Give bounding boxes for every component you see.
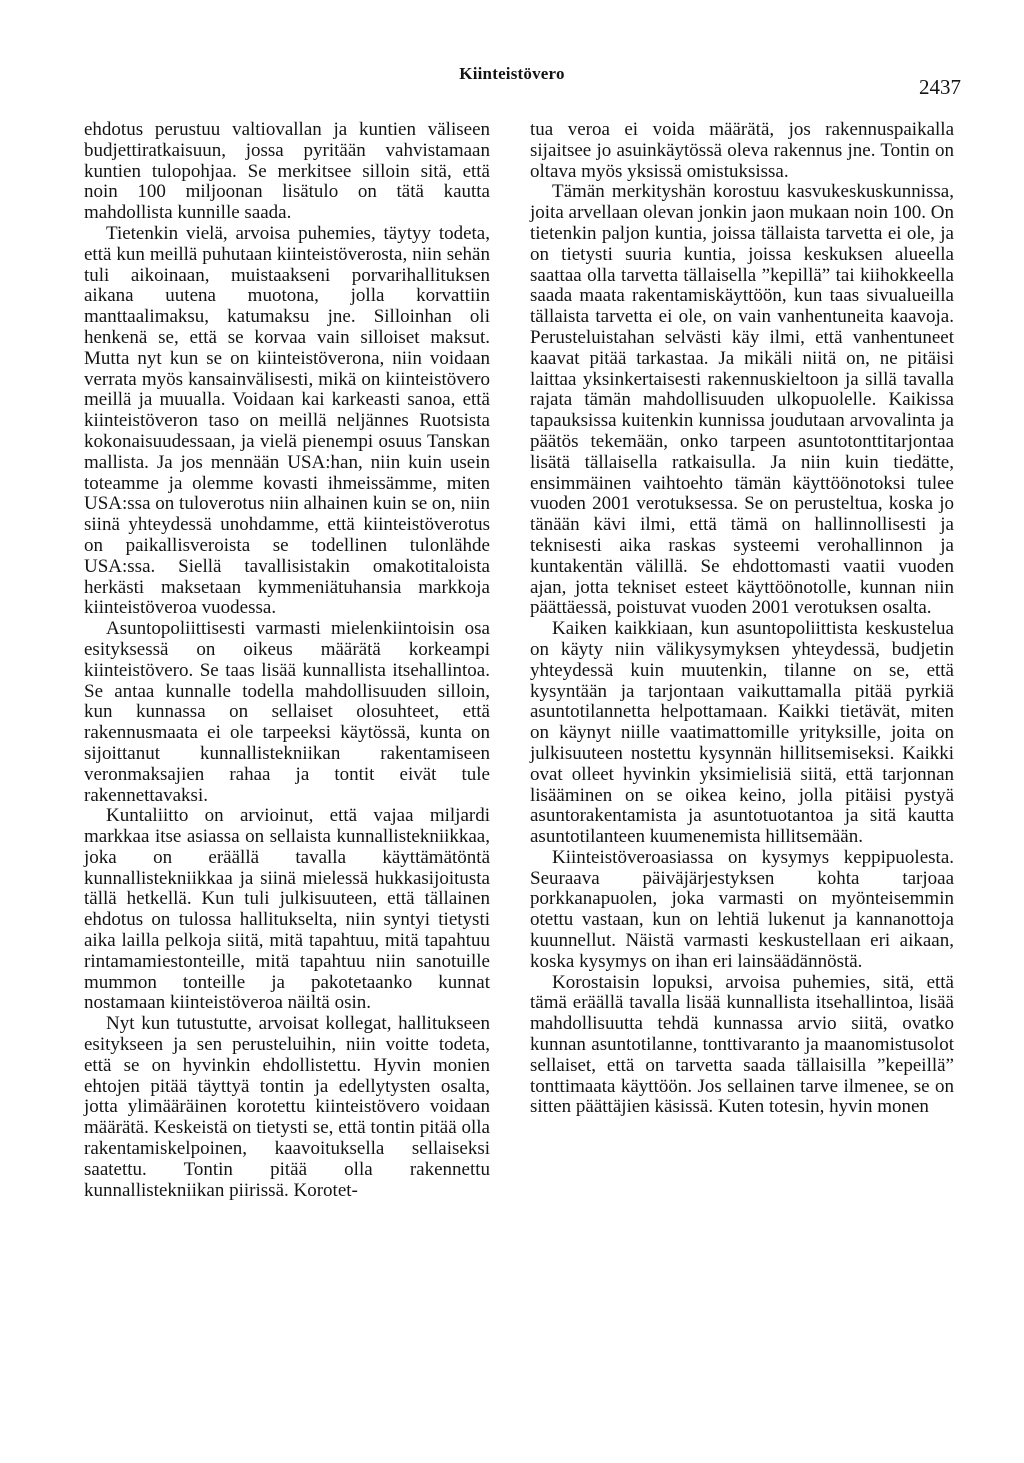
paragraph: tua veroa ei voida määrätä, jos rakennuspaikalla sijaitsee jo asuinkäytössä oleva rakennus jne. Tontin on oltava myös yksissä omistuksissa. (530, 119, 954, 182)
paragraph: Kaiken kaikkiaan, kun asuntopoliittista keskustelua on käyty niin välikysymyksen yhteydessä, budjetin yhteydessä kuin muutenkin, tilanne on se, että kysyntään ja tarjontaan vaikuttamalla pitää pyrkiä asuntotilannetta helpottamaan. Kaikki tietävät, miten on käynyt niille vaatimattomille yrityksille, joita on julkisuuteen nostettu kysynnän hillitsemiseksi. Kaikki ovat olleet hyvinkin yksimielisiä siitä, että tarjonnan lisääminen on se oikea keino, jolla pitäisi pystyä asuntorakentamista ja asuntotuotantoa ja sitä kautta asuntotilanteen kuumenemista hillitsemään. (530, 618, 954, 848)
paragraph: Tietenkin vielä, arvoisa puhemies, täytyy todeta, että kun meillä puhutaan kiinteistöverosta, niin sehän tuli aikoinaan, muistaakseni porvarihallituksen aikana uutena muotona, jolla korvattiin manttaalimaksu, katumaksu jne. Silloinhan oli henkenä se, että se korvaa vain silloiset maksut. Mutta nyt kun se on kiinteistöverona, niin voidaan verrata myös kansainvälisesti, mikä on kiinteistövero meillä ja muualla. Voidaan kai karkeasti sanoa, että kiinteistöveron taso on meillä neljännes Ruotsista kokonaisuudessaan, ja vielä pienempi osuus Tanskan mallista. Ja jos mennään USA:han, niin kuin usein toteamme ja olemme kovasti ihmeissämme, miten USA:ssa on tuloverotus niin alhainen kuin se on, niin siinä yhteydessä unohdamme, että kiinteistöverotus on paikallisveroista se todellinen tulonlähde USA:ssa. Siellä tavallisistakin omakotitaloista herkästi maksetaan kymmeniätuhansia markkoja kiinteistöveroa vuodessa. (84, 222, 490, 619)
paragraph: Kiinteistöveroasiassa on kysymys keppipuolesta. Seuraava päiväjärjestyksen kohta tarjoaa porkkanapuolen, joka varmasti on myönteisemmin otettu vastaan, kun on lehtiä lukenut ja kannanottoja kuunnellut. Näistä varmasti keskustellaan eri aikaan, koska kysymys on ihan eri lainsäädännöstä. (530, 846, 954, 972)
running-header-title: Kiinteistövero (459, 64, 565, 83)
paragraph: Nyt kun tutustutte, arvoisat kollegat, hallitukseen esitykseen ja sen perusteluihin, niin voitte todeta, että se on hyvinkin ehdollistettu. Hyvin monien ehtojen pitää täyttyä tontin ja edellytysten osalta, jotta ylimääräinen korotettu kiinteistövero voidaan määrätä. Keskeistä on tietysti se, että tontin pitää olla rakentamiskelpoinen, kaavoituksella sellaiseksi saatettu. Tontin pitää olla rakennettu kunnallistekniikan piirissä. Korotet- (84, 1013, 490, 1201)
paragraph: Asuntopoliittisesti varmasti mielenkiintoisin osa esityksessä on oikeus määrätä korkeampi kiinteistövero. Se taas lisää kunnallista itsehallintoa. Se antaa kunnalle todella mahdollisuuden silloin, kun kunnassa on sellaiset olosuhteet, että rakennusmaata ei ole tarpeeksi käytössä, kunta on sijoittanut kunnallistekniikan rakentamiseen veronmaksajien rahaa ja tontit eivät tule rakennettavaksi. (84, 618, 490, 806)
page-number: 2437 (919, 75, 961, 99)
right-column (530, 120, 954, 1118)
paragraph: Kuntaliitto on arvioinut, että vajaa miljardi markkaa itse asiassa on sellaista kunnallistekniikkaa, joka on eräällä tavalla käyttämätöntä kunnallistekniikkaa ja siinä mielessä hukkasijoitusta tällä hetkellä. Kun tuli julkisuuteen, että tällainen ehdotus on tulossa hallitukselta, niin syntyi tietysti aika lailla pelkoja siitä, mitä tapahtuu, mitä tapahtuu rintamamiestonteille, mitä tapahtuu niin sanotuille mummon tonteille ja pakotetaanko kunnat nostamaan kiinteistöveroa näiltä osin. (84, 805, 490, 1014)
paragraph: Korostaisin lopuksi, arvoisa puhemies, sitä, että tämä eräällä tavalla lisää kunnallista itsehallintoa, lisää mahdollisuutta tehdä kunnassa arvio siitä, ovatko kunnan asuntotilanne, tonttivaranto ja maanomistusolot sellaiset, että on tarvetta saada tällaisilla ”kepeillä” tonttimaata käyttöön. Jos sellainen tarve ilmenee, se on sitten päättäjien käsissä. Kuten totesin, hyvin monen (530, 971, 954, 1118)
paragraph: ehdotus perustuu valtiovallan ja kuntien väliseen budjettiratkaisuun, jossa pyritään vahvistamaan kuntien tulopohjaa. Se merkitsee silloin sitä, että noin 100 miljoonan lisätulo on tätä kautta mahdollista kunnille saada. (84, 119, 490, 224)
left-column (84, 120, 490, 1201)
paragraph: Tämän merkityshän korostuu kasvukeskuskunnissa, joita arvellaan olevan jonkin jaon mukaan noin 100. On tietenkin paljon kuntia, joissa tällaista tarvetta ei ole, ja on tietysti suuria kuntia, joissa keskuksen alueella saattaa olla tarvetta tällaisella ”kepillä” tai kiihokkeella saada maata rakentamiskäyttöön, kun taas sivualueilla tällaista tarvetta ei ole, on vain vanhentuneita kaavoja. Perusteluistahan selvästi käy ilmi, että vanhentuneet kaavat pitää tarkastaa. Ja mikäli niitä on, ne pitäisi laittaa yksinkertaisesti rakennuskieltoon ja sillä tavalla rajata tämän mahdollisuuden ulkopuolelle. Kaikissa tapauksissa kuitenkin kunnissa joudutaan arvovalinta ja päätös tekemään, onko tarpeen asuntotonttitarjontaa lisätä tällaisella ratkaisulla. Ja niin kuin tiedätte, ensimmäinen vaihtoehto tämän käyttöönotoksi tulee vuoden 2001 verotuksessa. Se on perusteltua, koska jo tänään kävi ilmi, että tämä on hallinnollisesti ja teknisesti aika raskas systeemi verohallinnon ja kuntakentän välillä. Se ehdottomasti vaatii vuoden ajan, jotta tekniset esteet käyttöönotolle, kunnan niin päättäessä, poistuvat vuoden 2001 verotuksen osalta. (530, 181, 954, 619)
